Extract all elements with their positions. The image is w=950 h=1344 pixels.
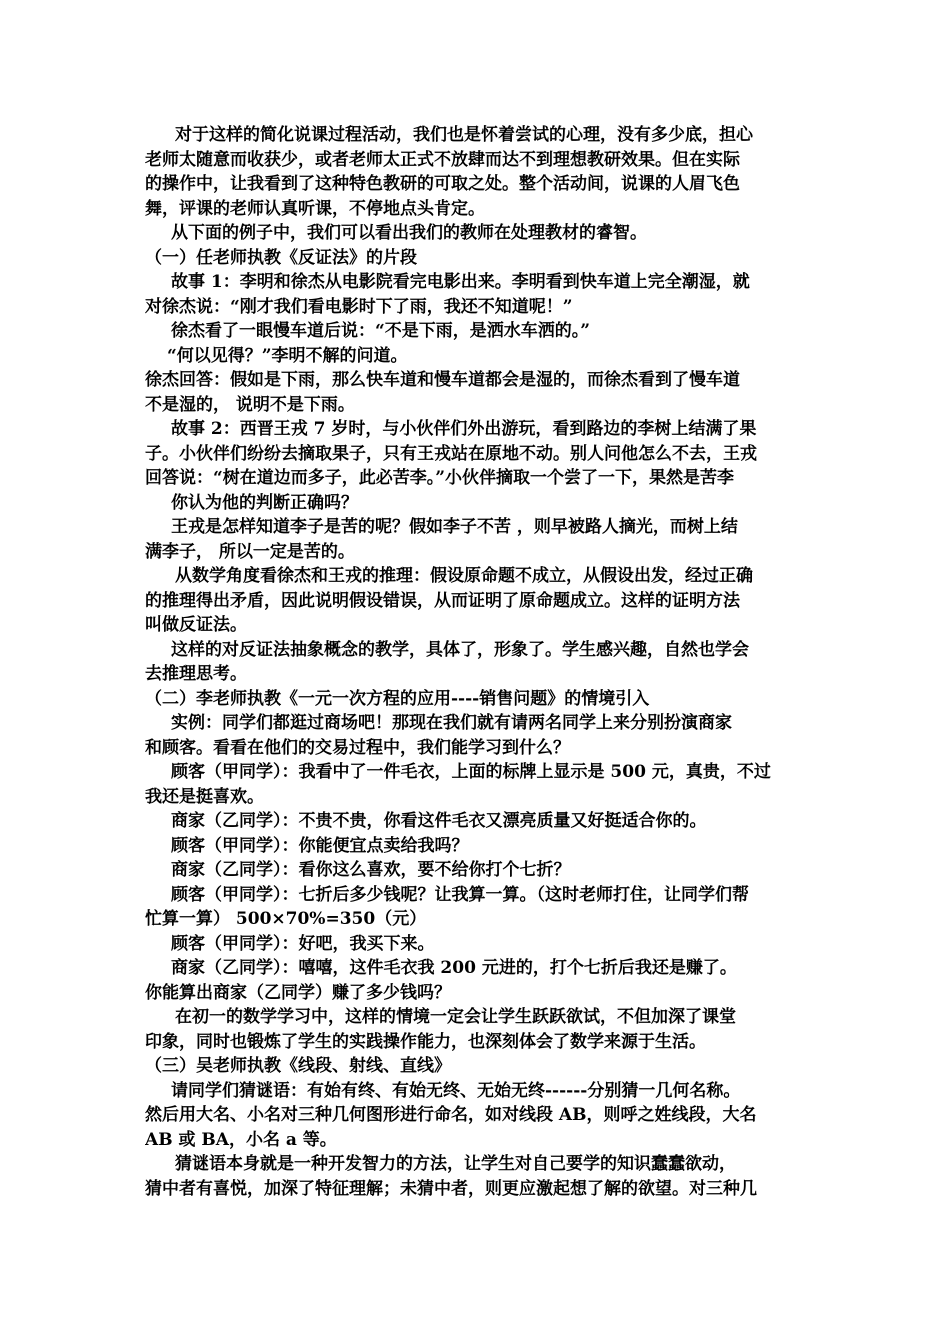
text-line: 徐杰回答：假如是下雨，那么快车道和慢车道都会是湿的，而徐杰看到了慢车道 [145, 370, 740, 390]
section-heading: （二）李老师执教《一元一次方程的应用----销售问题》的情境引入 [145, 688, 650, 709]
text-line: 满李子， 所以一定是苦的。 [145, 541, 355, 562]
text-line: 顾客（甲同学）：你能便宜点卖给我吗？ [171, 835, 469, 856]
text-line: 的推理得出矛盾，因此说明假设错误，从而证明了原命题成立。这样的证明方法 [145, 590, 740, 611]
text-line: “何以见得？”李明不解的问道。 [167, 345, 408, 366]
text-line: 顾客（甲同学）：我看中了一件毛衣，上面的标牌上显示是 500 元，真贵，不过 [171, 762, 771, 782]
text-line: 徐杰看了一眼慢车道后说：“不是下雨，是洒水车洒的。” [171, 321, 591, 341]
text-line: 猜中者有喜悦，加深了特征理解；未猜中者，则更应激起想了解的欲望。对三种几 [145, 1178, 757, 1199]
text-line: 故事 1：李明和徐杰从电影院看完电影出来。李明看到快车道上完全潮湿，就 [171, 272, 750, 292]
text-line: 忙算一算） 500×70%=350（元） [145, 909, 427, 929]
text-line: 子。小伙伴们纷纷去摘取果子，只有王戎站在原地不动。别人问他怎么不去，王戎 [145, 443, 757, 464]
text-line: 你能算出商家（乙同学）赚了多少钱吗？ [145, 982, 451, 1003]
text-line: 顾客（甲同学）：好吧，我买下来。 [171, 933, 435, 954]
text-line: 去推理思考。 [145, 664, 247, 684]
text-line: 叫做反证法。 [145, 615, 247, 635]
text-line: 我还是挺喜欢。 [145, 786, 264, 807]
text-line: 不是湿的， 说明不是下雨。 [145, 394, 355, 415]
section-heading: （三）吴老师执教《线段、射线、直线》 [145, 1056, 451, 1076]
text-line: 回答说：“树在道边而多子，此必苦李。”小伙伴摘取一个尝了一下，果然是苦李 [145, 468, 735, 488]
text-line: 对徐杰说：“刚才我们看电影时下了雨，我还不知道呢！” [145, 296, 573, 317]
text-line: AB 或 BA，小名 a 等。 [145, 1129, 337, 1150]
text-line: 商家（乙同学）：嘻嘻，这件毛衣我 200 元进的，打个七折后我还是赚了。 [171, 958, 737, 978]
text-line: 从下面的例子中，我们可以看出我们的教师在处理教材的睿智。 [171, 223, 647, 243]
text-line: 印象，同时也锻炼了学生的实践操作能力，也深刻体会了数学来源于生活。 [145, 1031, 706, 1052]
text-line: 故事 2：西晋王戎 7 岁时，与小伙伴们外出游玩，看到路边的李树上结满了果 [171, 419, 757, 439]
text-line: 这样的对反证法抽象概念的教学，具体了，形象了。学生感兴趣，自然也学会 [171, 639, 749, 660]
text-line: 舞，评课的老师认真听课，不停地点头肯定。 [145, 198, 485, 219]
text-line: 老师太随意而收获少，或者老师太正式不放肆而达不到理想教研效果。但在实际 [145, 149, 740, 170]
text-line: 和顾客。看看在他们的交易过程中，我们能学习到什么？ [145, 737, 570, 758]
text-line: 商家（乙同学）：看你这么喜欢，要不给你打个七折？ [171, 860, 571, 880]
text-line: 猜谜语本身就是一种开发智力的方法，让学生对自己要学的知识蠢蠢欲动， [175, 1154, 736, 1174]
section-heading: （一）任老师执教《反证法》的片段 [145, 247, 417, 268]
text-line: 然后用大名、小名对三种几何图形进行命名，如对线段 AB，则呼之姓线段，大名 [145, 1105, 757, 1125]
text-line: 对于这样的简化说课过程活动，我们也是怀着尝试的心理，没有多少底，担心 [175, 125, 753, 145]
text-line: 在初一的数学学习中，这样的情境一定会让学生跃跃欲试，不但加深了课堂 [175, 1007, 736, 1027]
text-line: 顾客（甲同学）：七折后多少钱呢？让我算一算。（这时老师打住，让同学们帮 [171, 884, 749, 905]
text-line: 商家（乙同学）：不贵不贵，你看这件毛衣又漂亮质量又好挺适合你的。 [171, 811, 707, 831]
text-line: 请同学们猜谜语：有始有终、有始无终、无始无终------分别猜一几何名称。 [171, 1080, 741, 1101]
text-line: 的操作中，让我看到了这种特色教研的可取之处。整个活动间，说课的人眉飞色 [145, 174, 740, 194]
text-line: 实例：同学们都逛过商场吧！那现在我们就有请两名同学上来分别扮演商家 [171, 713, 732, 733]
text-line: 从数学角度看徐杰和王戎的推理：假设原命题不成立，从假设出发，经过正确 [175, 566, 753, 586]
text-line: 王戎是怎样知道李子是苦的呢？假如李子不苦 ，则早被路人摘光，而树上结 [171, 517, 738, 537]
text-line: 你认为他的判断正确吗？ [171, 492, 358, 513]
document-body [145, 123, 808, 1201]
